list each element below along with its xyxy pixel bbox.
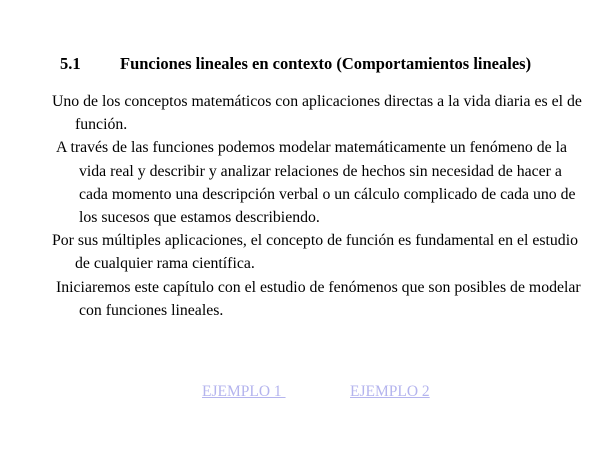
paragraph-applications: Por sus múltiples aplicaciones, el concepto de función es fundamental en el estudio de cualquier rama científica. <box>52 232 578 273</box>
example-2-link[interactable]: EJEMPLO 2 <box>350 383 430 400</box>
body-text <box>52 90 582 322</box>
section-title <box>60 54 531 74</box>
example-links <box>0 383 600 407</box>
paragraph-modeling: A través de las funciones podemos modelar matemáticamente un fenómeno de la vida real y describir y analizar relaciones de hechos sin necesidad de hacer a cada momento una descripción verbal o un cálculo complicado de cada uno de los sucesos que estamos describiendo. <box>56 139 576 227</box>
section-heading: Funciones lineales en contexto (Comportamientos lineales) <box>120 54 532 73</box>
example-1-link[interactable]: EJEMPLO 1 <box>202 383 286 400</box>
paragraph-chapter-start: Iniciaremos este capítulo con el estudio de fenómenos que son posibles de modelar con funciones lineales. <box>56 278 581 319</box>
paragraph-intro: Uno de los conceptos matemáticos con aplicaciones directas a la vida diaria es el de función. <box>52 93 582 134</box>
section-number: 5.1 <box>60 54 81 73</box>
